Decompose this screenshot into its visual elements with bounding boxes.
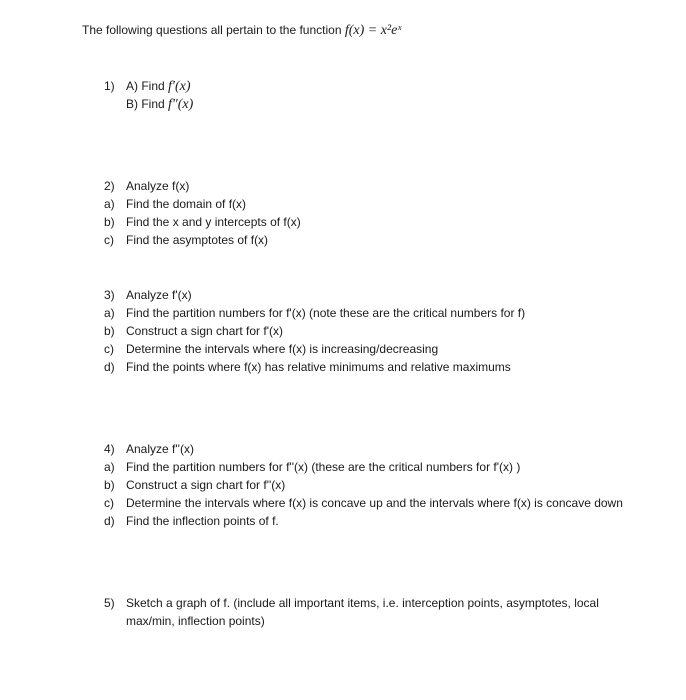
q1-part-a-math: f′(x) <box>168 79 191 94</box>
q2-item-c-text: Find the asymptotes of f(x) <box>126 233 269 247</box>
q4-item-b-label: b) <box>104 478 115 492</box>
q2-item-c-label: c) <box>104 233 114 247</box>
q1-part-b-label: B) Find <box>126 97 165 111</box>
q3-item-a-label: a) <box>104 306 115 320</box>
intro-line <box>82 22 401 39</box>
q3-number: 3) <box>104 288 115 302</box>
q4-item-a-text: Find the partition numbers for f''(x) (these are the critical numbers for f'(x) ) <box>126 460 521 474</box>
q1-part-b <box>126 96 193 113</box>
intro-text: The following questions all pertain to the function <box>82 23 342 37</box>
q2-item-b-text: Find the x and y intercepts of f(x) <box>126 215 301 229</box>
q2-item-a-text: Find the domain of f(x) <box>126 197 247 211</box>
q3-item-d-text: Find the points where f(x) has relative minimums and relative maximums <box>126 360 511 374</box>
q4-item-c-text: Determine the intervals where f(x) is concave up and the intervals where f(x) is concave down <box>126 496 623 510</box>
q4-item-a-label: a) <box>104 460 115 474</box>
q3-title: Analyze f'(x) <box>126 288 192 302</box>
q2-item-a-label: a) <box>104 197 115 211</box>
q5-number: 5) <box>104 596 115 610</box>
q4-item-d-label: d) <box>104 514 115 528</box>
q3-item-a-text: Find the partition numbers for f'(x) (note these are the critical numbers for f) <box>126 306 526 320</box>
q5-line-1: Sketch a graph of f. (include all important items, i.e. interception points, asymptotes, local <box>126 596 599 610</box>
q2-item-b-label: b) <box>104 215 115 229</box>
q4-item-c-label: c) <box>104 496 114 510</box>
q4-item-d-text: Find the inflection points of f. <box>126 514 279 528</box>
q4-title: Analyze f''(x) <box>126 442 194 456</box>
q2-title: Analyze f(x) <box>126 179 190 193</box>
function-expression: f(x) = x²eˣ <box>344 23 402 38</box>
q3-item-b-text: Construct a sign chart for f'(x) <box>126 324 284 338</box>
q1-part-a-label: A) Find <box>126 79 165 93</box>
q3-item-c-text: Determine the intervals where f(x) is increasing/decreasing <box>126 342 439 356</box>
q3-item-d-label: d) <box>104 360 115 374</box>
q4-number: 4) <box>104 442 115 456</box>
q5-line-2: max/min, inflection points) <box>126 614 265 628</box>
q1-part-a <box>126 78 191 95</box>
q2-number: 2) <box>104 179 115 193</box>
q4-item-b-text: Construct a sign chart for f''(x) <box>126 478 286 492</box>
q3-item-c-label: c) <box>104 342 114 356</box>
q1-number: 1) <box>104 79 115 93</box>
q1-part-b-math: f″(x) <box>168 97 194 112</box>
q3-item-b-label: b) <box>104 324 115 338</box>
